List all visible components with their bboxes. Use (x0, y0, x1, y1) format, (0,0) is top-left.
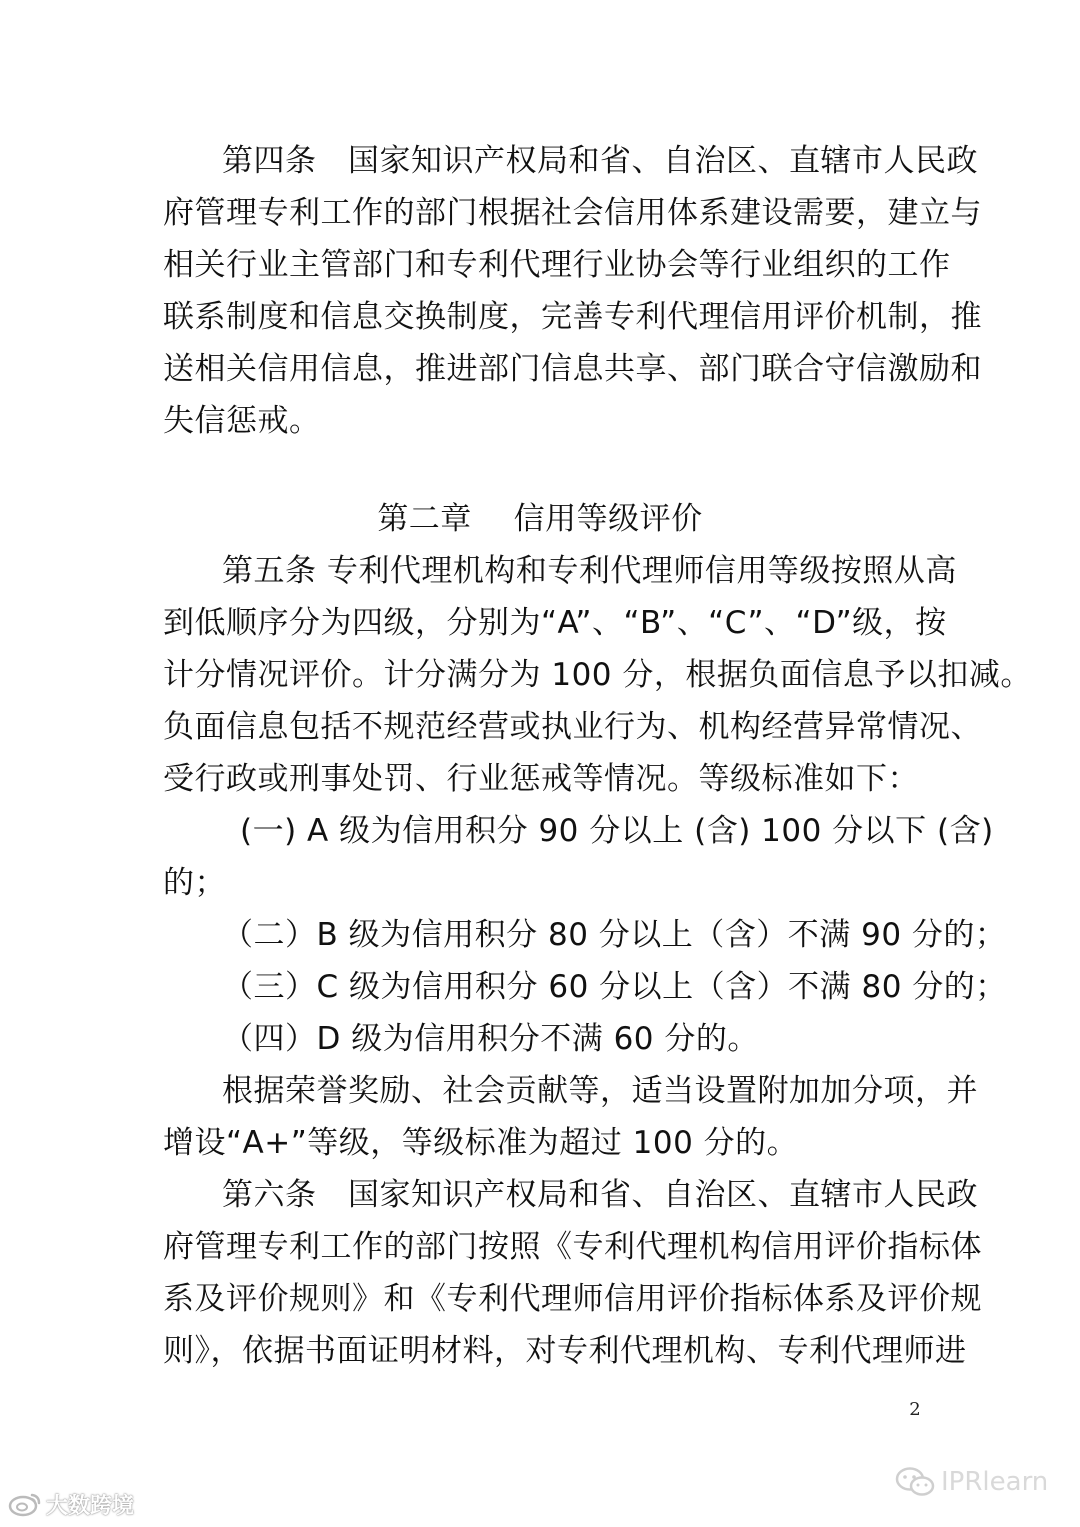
weibo-logo-icon (8, 1490, 42, 1518)
watermark-left (8, 1488, 134, 1520)
article5-line-1: 第五条 专利代理机构和专利代理师信用等级按照从高 (222, 553, 957, 589)
article6-line-3: 系及评价规则》和《专利代理师信用评价指标体系及评价规 (163, 1281, 982, 1317)
grade-a-item: (一) A 级为信用积分 90 分以上 (含) 100 分以下 (含) (240, 813, 994, 849)
article4-line-5: 送相关信用信息，推进部门信息共享、部门联合守信激励和 (163, 351, 982, 387)
page-number: 2 (909, 1399, 921, 1420)
article4-line-2: 府管理专利工作的部门根据社会信用体系建设需要，建立与 (163, 195, 982, 231)
article4-line-1: 第四条 国家知识产权局和省、自治区、直辖市人民政 (222, 143, 978, 179)
grade-d-item: （四）D 级为信用积分不满 60 分的。 (222, 1021, 759, 1057)
bonus-line-1: 根据荣誉奖励、社会贡献等，适当设置附加加分项，并 (222, 1073, 978, 1109)
watermark-right (895, 1462, 1048, 1502)
grade-c-item: （三）C 级为信用积分 60 分以上（含）不满 80 分的； (222, 969, 1007, 1005)
article4-line-3: 相关行业主管部门和专利代理行业协会等行业组织的工作 (163, 247, 951, 283)
article5-line-5: 受行政或刑事处罚、行业惩戒等情况。等级标准如下： (163, 761, 919, 797)
article5-line-3: 计分情况评价。计分满分为 100 分，根据负面信息予以扣减。 (163, 657, 1032, 693)
watermark-left-text: 大数跨境 (46, 1493, 135, 1519)
article4-line-6: 失信惩戒。 (163, 403, 321, 439)
article5-line-4: 负面信息包括不规范经营或执业行为、机构经营异常情况、 (163, 709, 982, 745)
wechat-logo-icon (895, 1466, 935, 1498)
grade-a-item-cont: 的； (163, 865, 226, 901)
article5-line-2: 到低顺序分为四级，分别为“A”、“B”、“C”、“D”级，按 (163, 605, 947, 641)
article6-line-4: 则》，依据书面证明材料，对专利代理机构、专利代理师进 (163, 1333, 967, 1369)
grade-b-item: （二）B 级为信用积分 80 分以上（含）不满 90 分的； (222, 917, 1007, 953)
bonus-line-2: 增设“A+”等级，等级标准为超过 100 分的。 (163, 1125, 799, 1161)
article6-line-1: 第六条 国家知识产权局和省、自治区、直辖市人民政 (222, 1177, 978, 1213)
article4-line-4: 联系制度和信息交换制度，完善专利代理信用评价机制，推 (163, 299, 982, 335)
article6-line-2: 府管理专利工作的部门按照《专利代理机构信用评价指标体 (163, 1229, 982, 1265)
watermark-right-text: IPRlearn (941, 1467, 1049, 1497)
chapter-heading: 第二章 信用等级评价 (377, 501, 703, 537)
